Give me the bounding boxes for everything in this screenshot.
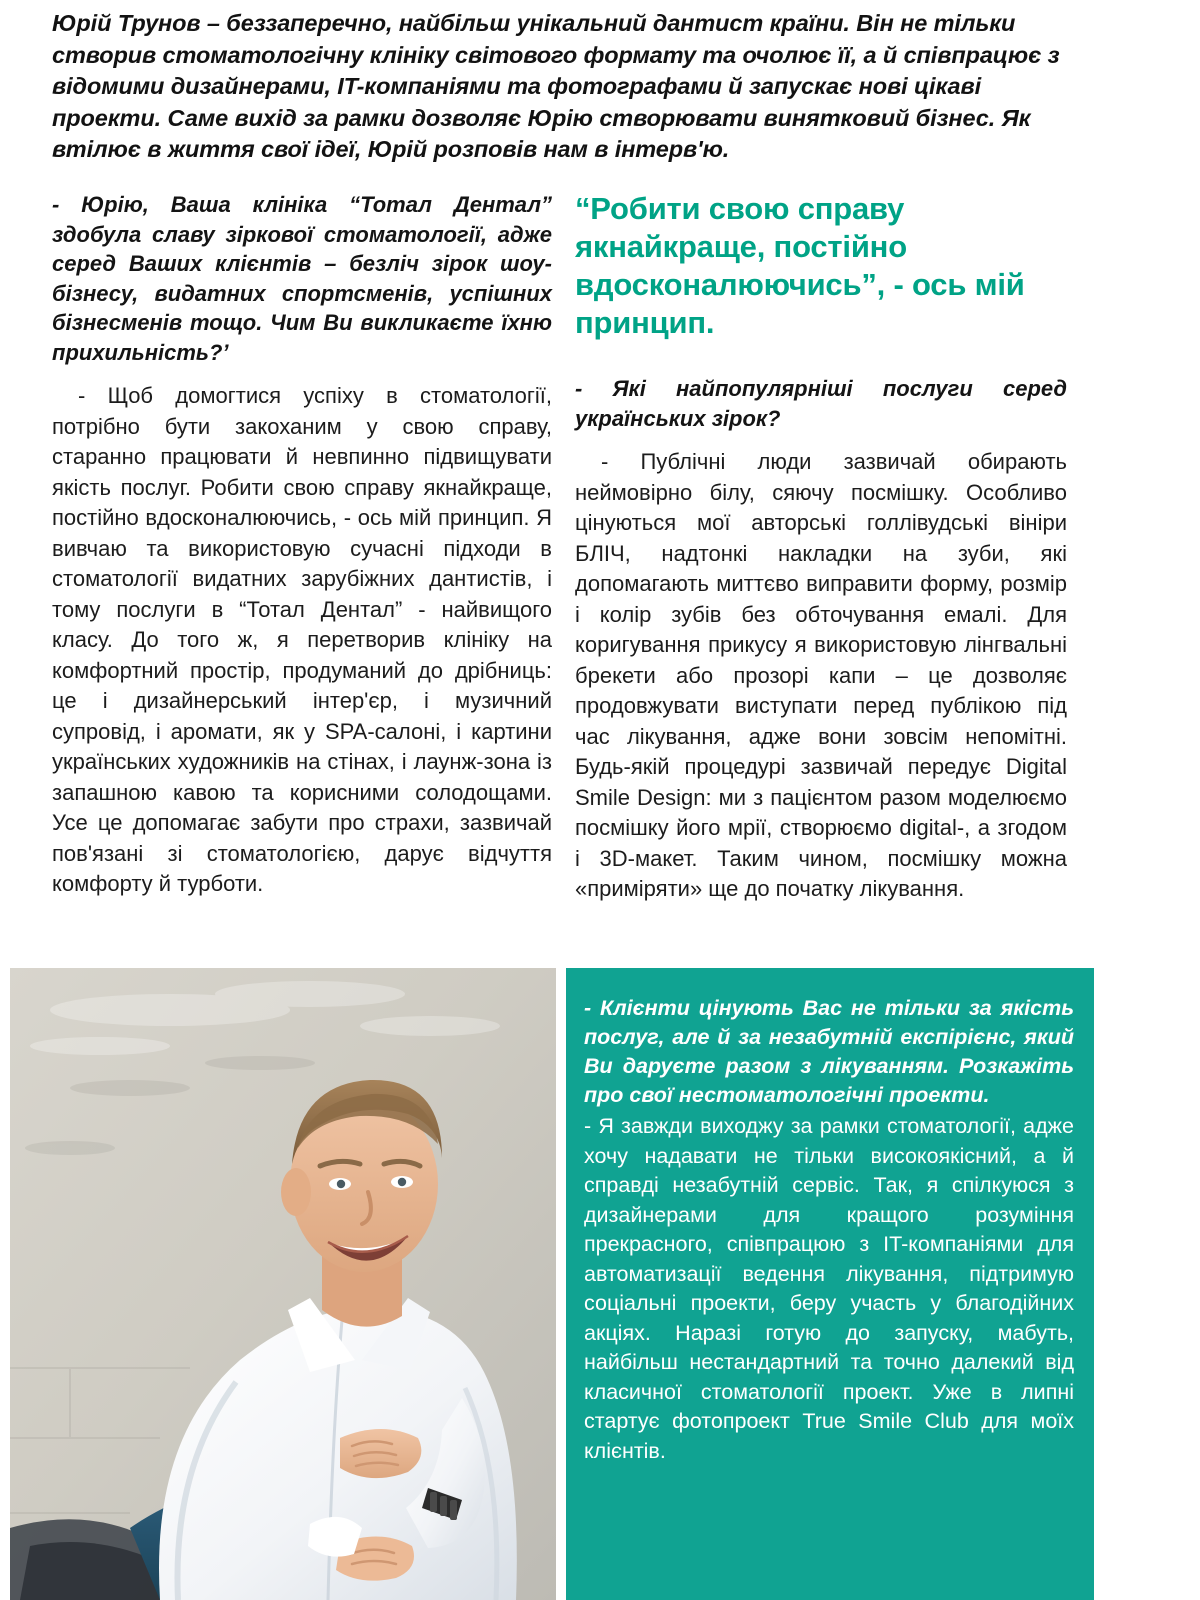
right-column-answer: - Публічні люди зазвичай обирають неймовірно білу, сяючу посмішку. Особливо цінуються мої авторські голлівудські вініри БЛІЧ, надтонкі накладки на зуби, які допомагають миттєво виправити форму, розмір і колір зубів без обточування емалі. Для коригування прикусу я використовую лінгвальні брекети або прозорі капи – це дозволяє продовжувати виступати перед публікою під час лікування, адже вони зовсім непомітні. Будь-якій процедурі зазвичай передує Digital Smile Design: ми з пацієнтом разом моделюємо посмішку його мрії, створюємо digital-, а згодом і 3D-макет. Таким чином, посмішку можна «приміряти» ще до початку лікування. (575, 449, 1067, 901)
right-column-question: - Які найпопулярніші послуги серед українських зірок? (575, 376, 1067, 431)
portrait-photo (10, 968, 556, 1600)
intro-lead-paragraph: Юрій Трунов – беззаперечно, найбільш унікальний дантист країни. Він не тільки створив стоматологічну клініку світового формату та очолює її, а й співпрацює з відомими дизайнерами, IT-компаніями та фотографами й запускає нові цікаві проекти. Саме вихід за рамки дозволяє Юрію створювати винятковий бізнес. Як втілює в життя свої ідеї, Юрій розповів нам в інтерв'ю. (52, 10, 1060, 162)
teal-panel-answer: - Я завжди виходжу за рамки стоматології, адже хочу надавати не тільки високоякісний, а й справді незабутній сервіс. Так, я спілкуюся з дизайнерами для кращого розуміння прекрасного, співпрацюю з IT-компаніями для автоматизації ведення лікування, підтримую соціальні проекти, беру участь у благодійних акціях. Наразі готую до запуску, мабуть, найбільш нестандартний та точно далекий від класичної стоматології проект. Уже в липні стартує фотопроект True Smile Club для моїх клієнтів. (584, 1114, 1074, 1463)
left-column-question: - Юрію, Ваша клініка “Тотал Дентал” здобула славу зіркової стоматології, адже серед Ваших клієнтів – безліч зірок шоу-бізнесу, видатних спортсменів, успішних бізнесменів тощо. Чим Ви викликаєте їхню прихильність?’ (52, 192, 552, 365)
left-column-answer: - Щоб домогтися успіху в стоматології, потрібно бути закоханим у свою справу, старанно працювати й невпинно підвищувати якість послуг. Робити свою справу якнайкраще, постійно вдосконалюючись, - ось мій принцип. Я вивчаю та використовую сучасні підходи в стоматології видатних зарубіжних дантистів, і тому послуги в “Тотал Дентал” - найвищого класу. До того ж, я перетворив клініку на комфортний простір, продуманий до дрібниць: це і дизайнерський інтер'єр, і музичний супровід, і аромати, як у SPA-салоні, і картини українських художників на стінах, і лаунж-зона із запашною кавою та корисними солодощами. Усе це допомагає забути про страхи, зазвичай пов'язані зі стоматологією, дарує відчуття комфорту й турботи. (52, 383, 552, 896)
left-text-column (52, 190, 552, 900)
right-text-column (575, 374, 1067, 905)
pull-quote: “Робити свою справу якнайкраще, постійно вдосконалюючись”, - ось мій принцип. (575, 191, 1025, 340)
portrait-photo-graphic (10, 968, 556, 1600)
teal-panel-question: - Клієнти цінують Вас не тільки за якість послуг, але й за незабутній експірієнс, який Ви даруєте разом з лікуванням. Розкажіть про свої нестоматологічні проекти. (584, 996, 1074, 1107)
teal-quote-panel (566, 968, 1094, 1600)
